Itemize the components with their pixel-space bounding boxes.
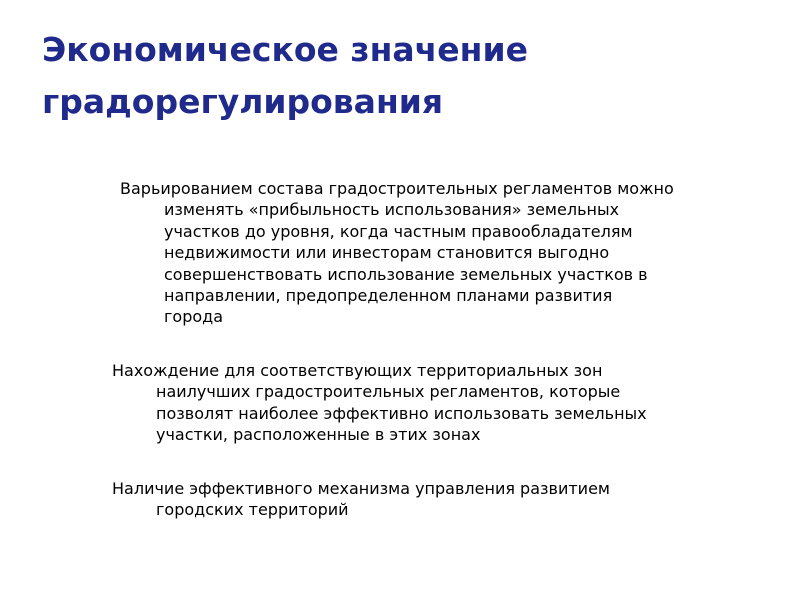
paragraph-line: недвижимости или инвесторам становится выгодно <box>164 243 610 263</box>
paragraph-line: городских территорий <box>156 500 349 520</box>
paragraph-line: участки, расположенные в этих зонах <box>156 425 481 445</box>
paragraph-management-mechanism <box>112 478 610 521</box>
slide-title <box>42 24 762 128</box>
title-line: Экономическое значение <box>42 30 528 69</box>
paragraph-line: изменять «прибыльность использования» земельных <box>164 200 620 220</box>
paragraph-line: города <box>164 307 224 327</box>
paragraph-regulation-variation <box>120 178 674 328</box>
paragraph-line: совершенствовать использование земельных участков в <box>164 264 648 284</box>
title-line: градорегулирования <box>42 82 444 121</box>
paragraph-line: участков до уровня, когда частным правообладателям <box>164 221 633 241</box>
paragraph-line: наилучших градостроительных регламентов, которые <box>156 382 621 402</box>
paragraph-line: Нахождение для соответствующих территориальных зон <box>112 361 603 380</box>
paragraph-line: позволят наиболее эффективно использовать земельных <box>156 403 647 423</box>
paragraph-line: направлении, предопределенном планами развития <box>164 286 613 306</box>
paragraph-line: Наличие эффективного механизма управления развитием <box>112 479 610 498</box>
paragraph-line: Варьированием состава градостроительных регламентов можно <box>120 179 674 198</box>
paragraph-best-regulations <box>112 360 647 446</box>
